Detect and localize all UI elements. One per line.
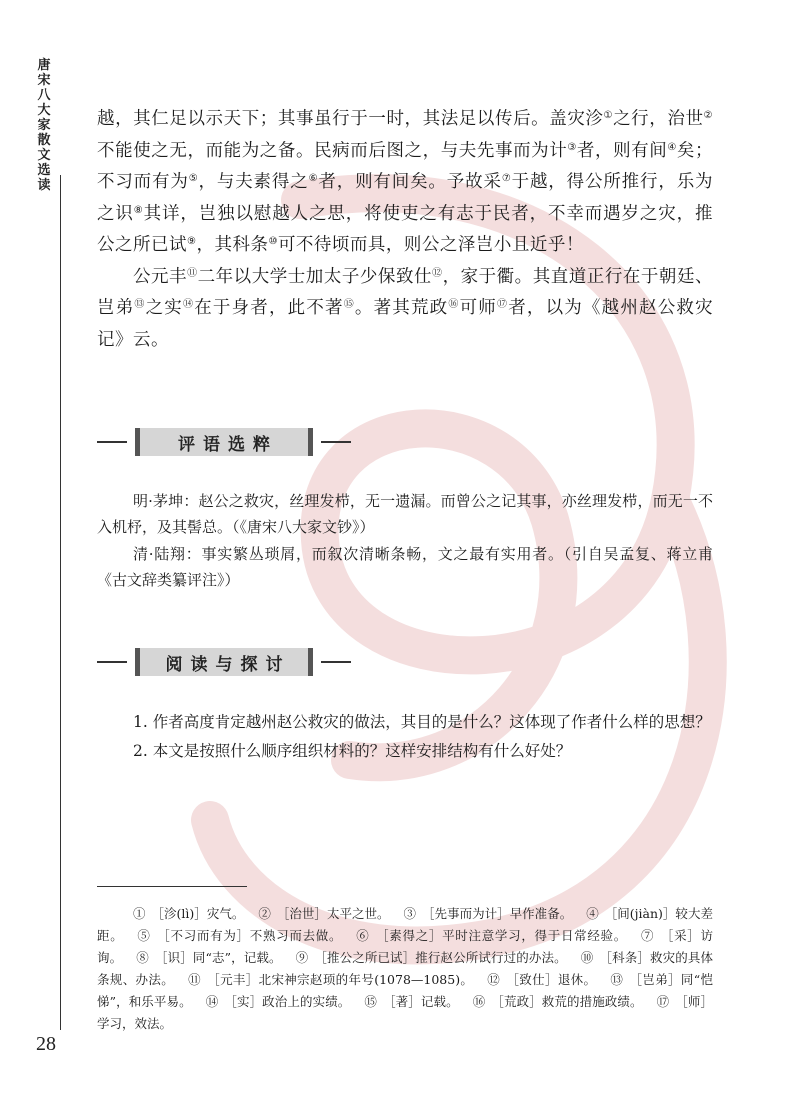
footnote-rule bbox=[97, 886, 247, 887]
footnote: ⑪ ［元丰］北宋神宗赵顼的年号(1078—1085)。 bbox=[188, 972, 474, 987]
footnote: ④ ［间(jiàn)］较大差距。 bbox=[97, 906, 713, 943]
essay-body bbox=[97, 104, 713, 356]
footnote: ⑰ ［师］学习，效法。 bbox=[97, 994, 713, 1031]
reading-title: 阅读与探讨 bbox=[165, 654, 291, 675]
footnote: ⑫ ［致仕］退休。 bbox=[487, 972, 597, 987]
footnote: ⑥ ［素得之］平时注意学习，得于日常经验。 bbox=[356, 928, 627, 943]
comments-title: 评语选粹 bbox=[178, 434, 278, 455]
paragraph-1: 越，其仁足以示天下；其事虽行于一时，其法足以传后。盖灾沴①之行，治世②不能使之无，而能为之备。民病而后图之，与夫先事而为计③者，则有间④矣；不习而有为⑤，与夫素得之⑥者，则有间矣。予故采⑦于越，得公所推行，乐为之识⑧其详，岂独以慰越人之思，将使吏之有志于民者，不幸而遇岁之灾，推公之所已试⑨，其科条⑩可不待顷而具，则公之泽岂小且近乎！ bbox=[97, 109, 714, 255]
question-2: 2. 本文是按照什么顺序组织材料的？这样安排结构有什么好处？ bbox=[133, 742, 572, 760]
discussion-questions bbox=[97, 708, 713, 766]
book-title: 唐宋八大家散文选读 bbox=[37, 58, 51, 193]
side-rule bbox=[60, 175, 61, 1030]
footnote: ⑨ ［推公之所已试］推行赵公所试行过的办法。 bbox=[295, 950, 567, 965]
page-number: 28 bbox=[36, 1033, 56, 1055]
footnote: ⑮ ［著］记载。 bbox=[364, 994, 459, 1009]
footnote: ⑭ ［实］政治上的实绩。 bbox=[205, 994, 351, 1009]
comment-lu-xiang: 清·陆翔：事实繁丛琐屑，而叙次清晰条畅，文之最有实用者。（引自吴孟复、蒋立甫《古文辞类纂评注》） bbox=[97, 545, 713, 589]
comment-mao-kun: 明·茅坤：赵公之救灾，丝理发栉，无一遗漏。而曾公之记其事，亦丝理发栉，而无一不入机杼，及其髻总。（《唐宋八大家文钞》） bbox=[97, 492, 713, 536]
footnote: ⑯ ［荒政］救荒的措施政绩。 bbox=[472, 994, 643, 1009]
paragraph-2: 公元丰⑪二年以大学士加太子少保致仕⑫，家于衢。其直道正行在于朝廷、岂弟⑬之实⑭在于身者，此不著⑮。著其荒政⑯可师⑰者，以为《越州赵公救灾记》云。 bbox=[97, 266, 714, 350]
comments-section-heading bbox=[97, 427, 351, 457]
reading-section-heading bbox=[97, 647, 351, 677]
question-1: 1. 作者高度肯定越州赵公救灾的做法，其目的是什么？这体现了作者什么样的思想？ bbox=[133, 713, 711, 731]
footnotes bbox=[97, 903, 713, 1035]
footnote: ⑩ ［科条］救灾的具体条规、办法。 bbox=[97, 950, 713, 987]
footnote: ⑦ ［采］访询。 bbox=[97, 928, 713, 965]
footnote: ⑬ ［岂弟］同“恺悌”，和乐平易。 bbox=[97, 972, 713, 1009]
footnote: ⑧ ［识］同“志”，记载。 bbox=[136, 950, 282, 965]
footnote: ③ ［先事而为计］早作准备。 bbox=[403, 906, 573, 921]
footnote: ② ［治世］太平之世。 bbox=[258, 906, 390, 921]
footnote: ⑤ ［不习而有为］不熟习而去做。 bbox=[137, 928, 343, 943]
footnote: ① ［沴(lì)］灾气。 bbox=[133, 906, 245, 921]
